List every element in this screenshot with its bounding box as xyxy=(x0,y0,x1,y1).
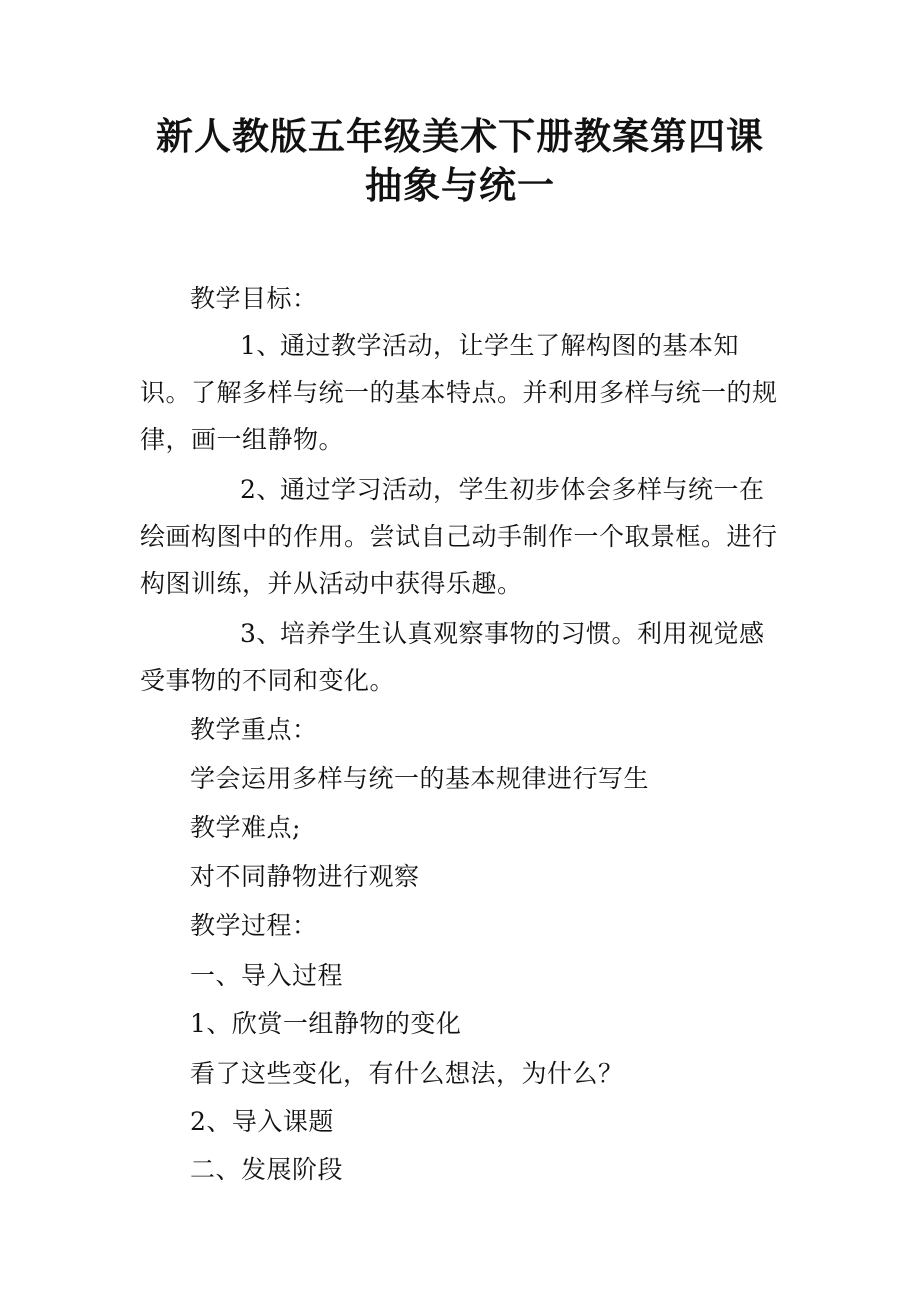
process-line: 一、导入过程 xyxy=(190,961,344,990)
difficulty-heading: 教学难点; xyxy=(190,813,301,842)
objective-number: 1、 xyxy=(240,331,282,360)
key-point-text: 学会运用多样与统一的基本规律进行写生 xyxy=(190,764,650,793)
process-line: 1、欣赏一组静物的变化 xyxy=(190,1009,462,1038)
process-line: 二、发展阶段 xyxy=(190,1155,344,1184)
objective-item-3 xyxy=(140,610,785,704)
objective-number: 3、 xyxy=(240,619,282,648)
process-line: 2、导入课题 xyxy=(190,1107,334,1136)
key-point-heading: 教学重点： xyxy=(190,715,318,744)
objective-item-1 xyxy=(140,322,785,463)
process-heading: 教学过程： xyxy=(190,911,318,940)
document-title-line-2: 抽象与统一 xyxy=(365,164,555,207)
objectives-heading: 教学目标： xyxy=(190,284,318,313)
objective-item-2 xyxy=(140,466,785,607)
document-title-line-1: 新人教版五年级美术下册教案第四课 xyxy=(156,115,764,158)
objective-text: 通过学习活动，学生初步体会多样与统一在绘画构图中的作用。尝试自己动手制作一个取景框。进行构图训练，并从活动中获得乐趣。 xyxy=(140,475,778,598)
process-line: 看了这些变化，有什么想法，为什么？ xyxy=(190,1059,624,1088)
difficulty-text: 对不同静物进行观察 xyxy=(190,862,420,891)
objective-text: 培养学生认真观察事物的习惯。利用视觉感受事物的不同和变化。 xyxy=(140,619,765,695)
objective-number: 2、 xyxy=(240,475,282,504)
objective-text: 通过教学活动，让学生了解构图的基本知识。了解多样与统一的基本特点。并利用多样与统一的规律，画一组静物。 xyxy=(140,331,778,454)
